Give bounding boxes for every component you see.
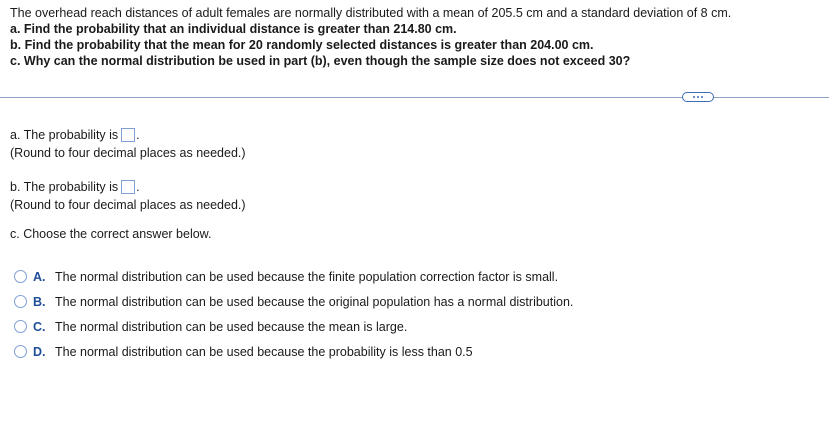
option-b-text: The normal distribution can be used because the original population has a normal distribution. (55, 294, 574, 309)
option-d-text: The normal distribution can be used because the probability is less than 0.5 (55, 344, 473, 359)
answer-options (14, 264, 573, 364)
option-a-letter: A. (33, 269, 46, 284)
more-options-button[interactable] (682, 92, 714, 102)
radio-button-b[interactable] (14, 295, 27, 308)
radio-button-c[interactable] (14, 320, 27, 333)
answer-b-prompt: b. The probability is (10, 180, 119, 194)
option-c-letter: C. (33, 319, 46, 334)
option-c-text: The normal distribution can be used because the mean is large. (55, 319, 408, 334)
problem-part-a: a. Find the probability that an individual distance is greater than 214.80 cm. (10, 22, 457, 36)
question-c-prompt: c. Choose the correct answer below. (10, 227, 212, 241)
answer-a-period: . (136, 128, 140, 142)
option-a-text: The normal distribution can be used because the finite population correction factor is small. (55, 269, 559, 284)
answer-b-period: . (136, 180, 140, 194)
radio-button-d[interactable] (14, 345, 27, 358)
option-a[interactable] (14, 264, 573, 289)
ellipsis-icon (693, 96, 695, 98)
answer-a-prompt: a. The probability is (10, 128, 119, 142)
problem-part-c: c. Why can the normal distribution be used in part (b), even though the sample size does not exceed 30? (10, 54, 631, 68)
answer-a-input[interactable] (121, 128, 135, 142)
radio-button-a[interactable] (14, 270, 27, 283)
option-b[interactable] (14, 289, 573, 314)
option-c[interactable] (14, 314, 573, 339)
answer-b-input[interactable] (121, 180, 135, 194)
answer-a-hint: (Round to four decimal places as needed.) (10, 146, 246, 160)
problem-intro: The overhead reach distances of adult females are normally distributed with a mean of 205.5 cm and a standard deviation of 8 cm. (10, 6, 732, 20)
problem-statement (10, 5, 731, 69)
option-b-letter: B. (33, 294, 46, 309)
problem-part-b: b. Find the probability that the mean for 20 randomly selected distances is greater than 204.00 cm. (10, 38, 594, 52)
answer-b-hint: (Round to four decimal places as needed.) (10, 198, 246, 212)
option-d-letter: D. (33, 344, 46, 359)
option-d[interactable] (14, 339, 573, 364)
answer-a-block (10, 126, 246, 162)
answer-b-block (10, 178, 246, 214)
